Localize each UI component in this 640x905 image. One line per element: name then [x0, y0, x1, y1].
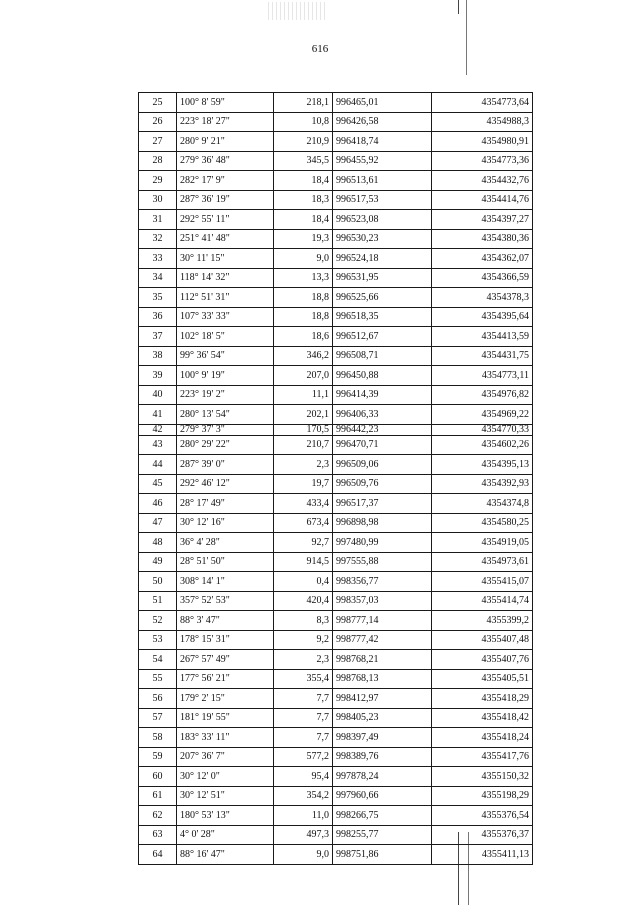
table-row	[139, 630, 533, 650]
coordinate-x: 996513,61	[333, 171, 432, 191]
table-row	[139, 435, 533, 455]
table-row	[139, 210, 533, 230]
point-number: 35	[139, 288, 177, 308]
point-number: 54	[139, 650, 177, 670]
coordinate-y: 4354395,64	[432, 307, 533, 327]
coordinate-x: 996442,23	[333, 424, 432, 435]
table-row	[139, 611, 533, 631]
table-row	[139, 552, 533, 572]
distance: 354,2	[274, 786, 333, 806]
point-number: 60	[139, 767, 177, 787]
scan-artifact	[268, 2, 328, 20]
coordinate-x: 997878,24	[333, 767, 432, 787]
bearing-angle: 287° 36' 19"	[177, 190, 274, 210]
distance: 207,0	[274, 366, 333, 386]
distance: 218,1	[274, 93, 333, 113]
distance: 9,0	[274, 845, 333, 865]
distance: 18,8	[274, 307, 333, 327]
distance: 497,3	[274, 825, 333, 845]
distance: 10,8	[274, 112, 333, 132]
coordinate-x: 996509,06	[333, 455, 432, 475]
coordinate-y: 4354362,07	[432, 249, 533, 269]
table-row	[139, 307, 533, 327]
bearing-angle: 100° 8' 59"	[177, 93, 274, 113]
coordinate-y: 4354380,36	[432, 229, 533, 249]
bearing-angle: 177° 56' 21"	[177, 669, 274, 689]
coordinate-y: 4355150,32	[432, 767, 533, 787]
point-number: 57	[139, 708, 177, 728]
table-row	[139, 786, 533, 806]
point-number: 42	[139, 424, 177, 435]
bearing-angle: 280° 13' 54"	[177, 405, 274, 425]
bearing-angle: 251° 41' 48"	[177, 229, 274, 249]
bearing-angle: 357° 52' 53"	[177, 591, 274, 611]
distance: 9,0	[274, 249, 333, 269]
table-row	[139, 366, 533, 386]
coordinate-y: 4355198,29	[432, 786, 533, 806]
coordinate-x: 997555,88	[333, 552, 432, 572]
point-number: 33	[139, 249, 177, 269]
coordinate-x: 996470,71	[333, 435, 432, 455]
distance: 13,3	[274, 268, 333, 288]
table-row	[139, 405, 533, 425]
table-row	[139, 650, 533, 670]
table-row	[139, 151, 533, 171]
coordinate-x: 996450,88	[333, 366, 432, 386]
coordinate-x: 998357,03	[333, 591, 432, 611]
point-number: 47	[139, 513, 177, 533]
point-number: 48	[139, 533, 177, 553]
coordinate-y: 4354919,05	[432, 533, 533, 553]
table-row	[139, 288, 533, 308]
point-number: 52	[139, 611, 177, 631]
point-number: 56	[139, 689, 177, 709]
coordinate-y: 4354770,33	[432, 424, 533, 435]
coordinate-x: 997480,99	[333, 533, 432, 553]
point-number: 50	[139, 572, 177, 592]
table-row	[139, 494, 533, 514]
bearing-angle: 4° 0' 28"	[177, 825, 274, 845]
distance: 18,6	[274, 327, 333, 347]
coordinate-x: 998405,23	[333, 708, 432, 728]
distance: 9,2	[274, 630, 333, 650]
bearing-angle: 279° 37' 3"	[177, 424, 274, 435]
coordinate-x: 996517,37	[333, 494, 432, 514]
point-number: 25	[139, 93, 177, 113]
distance: 420,4	[274, 591, 333, 611]
distance: 19,3	[274, 229, 333, 249]
coordinate-y: 4354973,61	[432, 552, 533, 572]
distance: 914,5	[274, 552, 333, 572]
coordinate-y: 4355418,24	[432, 728, 533, 748]
coordinate-y: 4355418,42	[432, 708, 533, 728]
coordinate-y: 4355376,37	[432, 825, 533, 845]
table-row	[139, 669, 533, 689]
coordinate-x: 996523,08	[333, 210, 432, 230]
point-number: 55	[139, 669, 177, 689]
distance: 7,7	[274, 728, 333, 748]
coordinate-y: 4354395,13	[432, 455, 533, 475]
point-number: 28	[139, 151, 177, 171]
bearing-angle: 181° 19' 55"	[177, 708, 274, 728]
table-row	[139, 572, 533, 592]
coordinate-y: 4355417,76	[432, 747, 533, 767]
coordinate-x: 996465,01	[333, 93, 432, 113]
distance: 18,8	[274, 288, 333, 308]
bearing-angle: 112° 51' 31"	[177, 288, 274, 308]
bearing-angle: 107° 33' 33"	[177, 307, 274, 327]
coordinate-y: 4354366,59	[432, 268, 533, 288]
table-row	[139, 533, 533, 553]
table-row	[139, 346, 533, 366]
distance: 170,5	[274, 424, 333, 435]
distance: 95,4	[274, 767, 333, 787]
table-row	[139, 845, 533, 865]
distance: 2,3	[274, 650, 333, 670]
point-number: 36	[139, 307, 177, 327]
bearing-angle: 267° 57' 49"	[177, 650, 274, 670]
coordinate-x: 996518,35	[333, 307, 432, 327]
bearing-angle: 292° 55' 11"	[177, 210, 274, 230]
coordinate-y: 4355415,07	[432, 572, 533, 592]
table-row	[139, 112, 533, 132]
table-row	[139, 767, 533, 787]
distance: 0,4	[274, 572, 333, 592]
table-row	[139, 591, 533, 611]
coordinates-table	[138, 92, 533, 865]
table-row	[139, 229, 533, 249]
bearing-angle: 308° 14' 1"	[177, 572, 274, 592]
coordinate-y: 4354432,76	[432, 171, 533, 191]
coordinate-x: 996517,53	[333, 190, 432, 210]
coordinate-x: 996455,92	[333, 151, 432, 171]
table-row	[139, 747, 533, 767]
coordinate-y: 4354980,91	[432, 132, 533, 152]
point-number: 46	[139, 494, 177, 514]
table-row	[139, 171, 533, 191]
bearing-angle: 183° 33' 11"	[177, 728, 274, 748]
point-number: 27	[139, 132, 177, 152]
distance: 19,7	[274, 474, 333, 494]
coordinate-x: 996426,58	[333, 112, 432, 132]
table-row	[139, 190, 533, 210]
scan-edge-line	[466, 0, 467, 75]
bearing-angle: 102° 18' 5"	[177, 327, 274, 347]
table-row	[139, 424, 533, 435]
bearing-angle: 279° 36' 48"	[177, 151, 274, 171]
bearing-angle: 180° 53' 13"	[177, 806, 274, 826]
distance: 210,9	[274, 132, 333, 152]
point-number: 53	[139, 630, 177, 650]
distance: 345,5	[274, 151, 333, 171]
coordinate-y: 4354976,82	[432, 385, 533, 405]
point-number: 58	[139, 728, 177, 748]
coordinate-y: 4355399,2	[432, 611, 533, 631]
table-row	[139, 708, 533, 728]
coordinate-x: 996530,23	[333, 229, 432, 249]
point-number: 41	[139, 405, 177, 425]
point-number: 61	[139, 786, 177, 806]
coordinate-y: 4354397,27	[432, 210, 533, 230]
coordinate-x: 998412,97	[333, 689, 432, 709]
bearing-angle: 100° 9' 19"	[177, 366, 274, 386]
point-number: 63	[139, 825, 177, 845]
coordinate-y: 4355376,54	[432, 806, 533, 826]
coordinate-y: 4355407,76	[432, 650, 533, 670]
coordinate-y: 4354602,26	[432, 435, 533, 455]
distance: 7,7	[274, 689, 333, 709]
distance: 18,4	[274, 210, 333, 230]
bearing-angle: 118° 14' 32"	[177, 268, 274, 288]
distance: 202,1	[274, 405, 333, 425]
coordinate-x: 996406,33	[333, 405, 432, 425]
point-number: 31	[139, 210, 177, 230]
point-number: 32	[139, 229, 177, 249]
coordinate-x: 998397,49	[333, 728, 432, 748]
distance: 8,3	[274, 611, 333, 631]
table-row	[139, 728, 533, 748]
bearing-angle: 30° 11' 15"	[177, 249, 274, 269]
coordinate-y: 4354378,3	[432, 288, 533, 308]
bearing-angle: 30° 12' 0"	[177, 767, 274, 787]
coordinate-x: 998768,21	[333, 650, 432, 670]
coordinate-y: 4355407,48	[432, 630, 533, 650]
bearing-angle: 223° 19' 2"	[177, 385, 274, 405]
distance: 577,2	[274, 747, 333, 767]
bearing-angle: 280° 9' 21"	[177, 132, 274, 152]
distance: 11,1	[274, 385, 333, 405]
distance: 92,7	[274, 533, 333, 553]
coordinate-x: 996508,71	[333, 346, 432, 366]
bearing-angle: 88° 3' 47"	[177, 611, 274, 631]
bearing-angle: 292° 46' 12"	[177, 474, 274, 494]
point-number: 45	[139, 474, 177, 494]
point-number: 62	[139, 806, 177, 826]
bearing-angle: 28° 17' 49"	[177, 494, 274, 514]
bearing-angle: 30° 12' 16"	[177, 513, 274, 533]
distance: 7,7	[274, 708, 333, 728]
coordinate-x: 996898,98	[333, 513, 432, 533]
table-row	[139, 327, 533, 347]
coordinate-y: 4354392,93	[432, 474, 533, 494]
table-row	[139, 385, 533, 405]
bearing-angle: 99° 36' 54"	[177, 346, 274, 366]
point-number: 44	[139, 455, 177, 475]
table-row	[139, 268, 533, 288]
distance: 2,3	[274, 455, 333, 475]
distance: 673,4	[274, 513, 333, 533]
coordinate-y: 4354431,75	[432, 346, 533, 366]
distance: 11,0	[274, 806, 333, 826]
coordinate-y: 4354414,76	[432, 190, 533, 210]
coordinate-x: 998389,76	[333, 747, 432, 767]
coordinate-x: 998768,13	[333, 669, 432, 689]
point-number: 30	[139, 190, 177, 210]
distance: 346,2	[274, 346, 333, 366]
coordinate-y: 4354773,11	[432, 366, 533, 386]
point-number: 51	[139, 591, 177, 611]
point-number: 43	[139, 435, 177, 455]
table-row	[139, 455, 533, 475]
bearing-angle: 178° 15' 31"	[177, 630, 274, 650]
coordinate-x: 998777,42	[333, 630, 432, 650]
point-number: 39	[139, 366, 177, 386]
scan-edge-line	[458, 0, 459, 14]
coordinate-y: 4354969,22	[432, 405, 533, 425]
point-number: 40	[139, 385, 177, 405]
bearing-angle: 30° 12' 51"	[177, 786, 274, 806]
coordinate-y: 4354580,25	[432, 513, 533, 533]
table-row	[139, 474, 533, 494]
point-number: 29	[139, 171, 177, 191]
bearing-angle: 287° 39' 0"	[177, 455, 274, 475]
point-number: 34	[139, 268, 177, 288]
point-number: 37	[139, 327, 177, 347]
bearing-angle: 223° 18' 27"	[177, 112, 274, 132]
coordinate-x: 998255,77	[333, 825, 432, 845]
table-row	[139, 93, 533, 113]
table-row	[139, 132, 533, 152]
coordinate-x: 998356,77	[333, 572, 432, 592]
coordinate-y: 4354773,64	[432, 93, 533, 113]
coordinate-x: 997960,66	[333, 786, 432, 806]
coordinate-y: 4355411,13	[432, 845, 533, 865]
bearing-angle: 282° 17' 9"	[177, 171, 274, 191]
coordinate-x: 998777,14	[333, 611, 432, 631]
coordinate-x: 996531,95	[333, 268, 432, 288]
coordinate-y: 4355414,74	[432, 591, 533, 611]
point-number: 59	[139, 747, 177, 767]
distance: 18,4	[274, 171, 333, 191]
coordinate-y: 4354413,59	[432, 327, 533, 347]
table-row	[139, 689, 533, 709]
coordinate-x: 996525,66	[333, 288, 432, 308]
table-row	[139, 513, 533, 533]
table-row	[139, 806, 533, 826]
table-row	[139, 249, 533, 269]
point-number: 49	[139, 552, 177, 572]
coordinate-y: 4354988,3	[432, 112, 533, 132]
bearing-angle: 179° 2' 15"	[177, 689, 274, 709]
point-number: 38	[139, 346, 177, 366]
distance: 18,3	[274, 190, 333, 210]
coordinate-x: 996512,67	[333, 327, 432, 347]
coordinate-x: 996524,18	[333, 249, 432, 269]
coordinate-x: 996418,74	[333, 132, 432, 152]
bearing-angle: 36° 4' 28"	[177, 533, 274, 553]
distance: 355,4	[274, 669, 333, 689]
coordinate-x: 996509,76	[333, 474, 432, 494]
point-number: 26	[139, 112, 177, 132]
distance: 433,4	[274, 494, 333, 514]
coordinate-y: 4355405,51	[432, 669, 533, 689]
page-number: 616	[311, 43, 329, 55]
coordinate-y: 4354374,8	[432, 494, 533, 514]
distance: 210,7	[274, 435, 333, 455]
bearing-angle: 88° 16' 47"	[177, 845, 274, 865]
bearing-angle: 280° 29' 22"	[177, 435, 274, 455]
coordinate-y: 4354773,36	[432, 151, 533, 171]
bearing-angle: 207° 36' 7"	[177, 747, 274, 767]
bearing-angle: 28° 51' 50"	[177, 552, 274, 572]
coordinate-x: 998751,86	[333, 845, 432, 865]
coordinate-x: 998266,75	[333, 806, 432, 826]
table-row	[139, 825, 533, 845]
coordinate-x: 996414,39	[333, 385, 432, 405]
point-number: 64	[139, 845, 177, 865]
coordinate-y: 4355418,29	[432, 689, 533, 709]
